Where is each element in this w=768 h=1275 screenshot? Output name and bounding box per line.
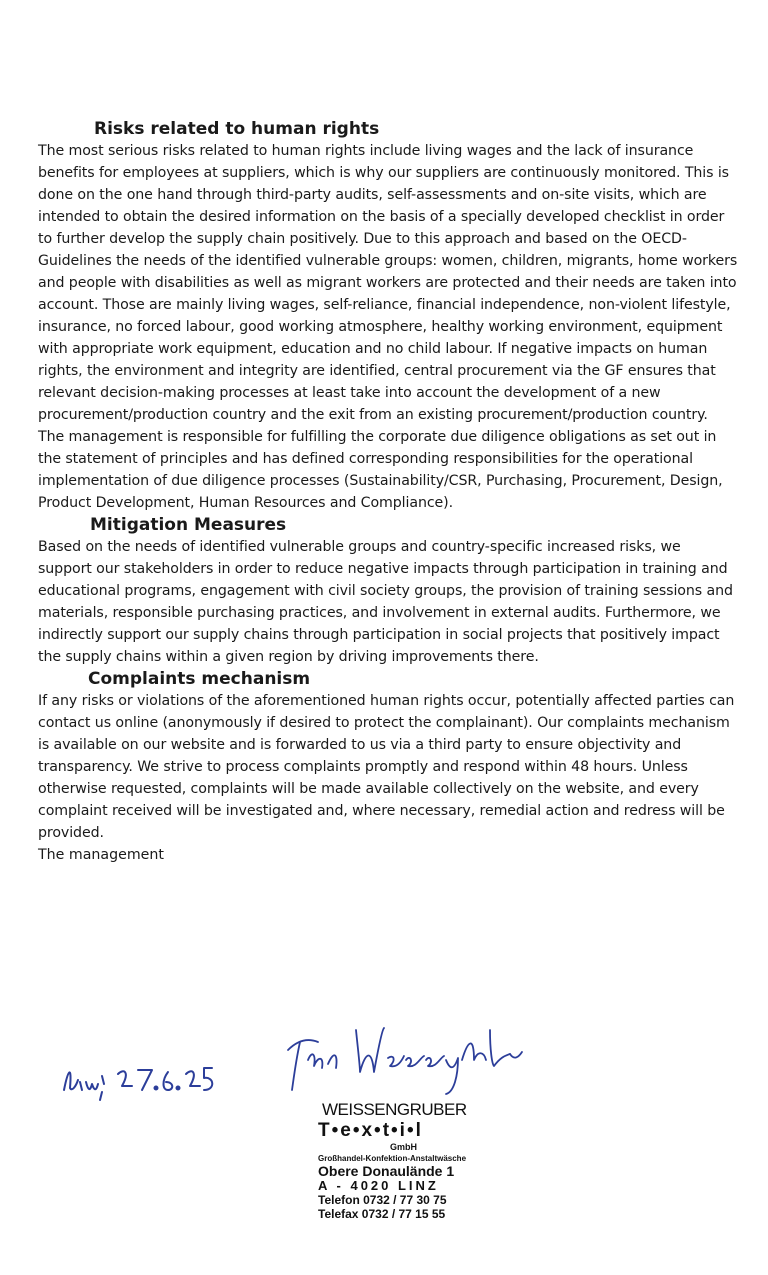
document-body	[38, 118, 738, 866]
paragraph-complaints-mechanism: If any risks or violations of the aforementioned human rights occur, potentially affected parties can contact us online (anonymously if desired to protect the complainant). Our complaints mechanism is available on our website and is forwarded to us via a third party to ensure objectivity and transparency. We strive to process complaints promptly and respond within 48 hours. Unless otherwise requested, complaints will be made available collectively on the website, and every complaint received will be investigated and, where necessary, remedial action and redress will be provided.	[38, 693, 735, 841]
stamp-city: A - 4020 LINZ	[318, 1178, 439, 1193]
heading-human-rights-risks: Risks related to human rights	[94, 119, 380, 139]
stamp-textil: T•e•x•t•i•l	[318, 1120, 423, 1141]
stamp-street: Obere Donaulände 1	[318, 1163, 455, 1179]
company-stamp	[318, 1100, 518, 1221]
paragraph-human-rights-risks: The most serious risks related to human rights include living wages and the lack of insurance benefits for employees at suppliers, which is why our suppliers are continuously monitored. This is done on the one hand through third-party audits, self-assessments and on-site visits, which are intended to obtain the desired information on the basis of a specially developed checklist in order to further develop the supply chain positively. Due to this approach and based on the OECD-Guidelines the needs of the identified vulnerable groups: women, children, migrants, home workers and people with disabilities as well as migrant workers are protected and their needs are taken into account. Those are mainly living wages, self-reliance, financial independence, non-violent lifestyle, insurance, no forced labour, good working atmosphere, healthy working environment, equipment with appropriate work equipment, education and no child labour. If negative impacts on human rights, the environment and integrity are identified, central procurement via the GF ensures that relevant decision-making processes at least take into account the development of a new procurement/production country and the exit from an existing procurement/production country. The management is responsible for fulfilling the corporate due diligence obligations as set out in the statement of principles and has defined corresponding responsibilities for the operational implementation of due diligence processes (Sustainability/CSR, Purchasing, Procurement, Design, Product Development, Human Resources and Compliance).	[38, 143, 738, 511]
paragraph-mitigation-measures: Based on the needs of identified vulnerable groups and country-specific increased risks, we support our stakeholders in order to reduce negative impacts through participation in training and educational programs, engagement with civil society groups, the provision of training sessions and materials, responsible purchasing practices, and involvement in external audits. Furthermore, we indirectly support our supply chains through participation in social projects that positively impact the supply chains within a given region by driving improvements there.	[38, 539, 733, 665]
heading-mitigation-measures: Mitigation Measures	[90, 515, 287, 535]
stamp-gmbh: GmbH	[390, 1142, 417, 1152]
signoff-text: The management	[38, 847, 164, 863]
stamp-company-name: WEISSENGRUBER	[322, 1100, 467, 1119]
stamp-business-line: Großhandel-Konfektion-Anstaltwäsche	[318, 1154, 467, 1163]
handwritten-date	[58, 1050, 228, 1110]
stamp-phone: Telefon 0732 / 77 30 75	[318, 1193, 447, 1207]
stamp-fax: Telefax 0732 / 77 15 55	[318, 1207, 446, 1221]
signature	[278, 1010, 528, 1100]
heading-complaints-mechanism: Complaints mechanism	[88, 669, 311, 689]
